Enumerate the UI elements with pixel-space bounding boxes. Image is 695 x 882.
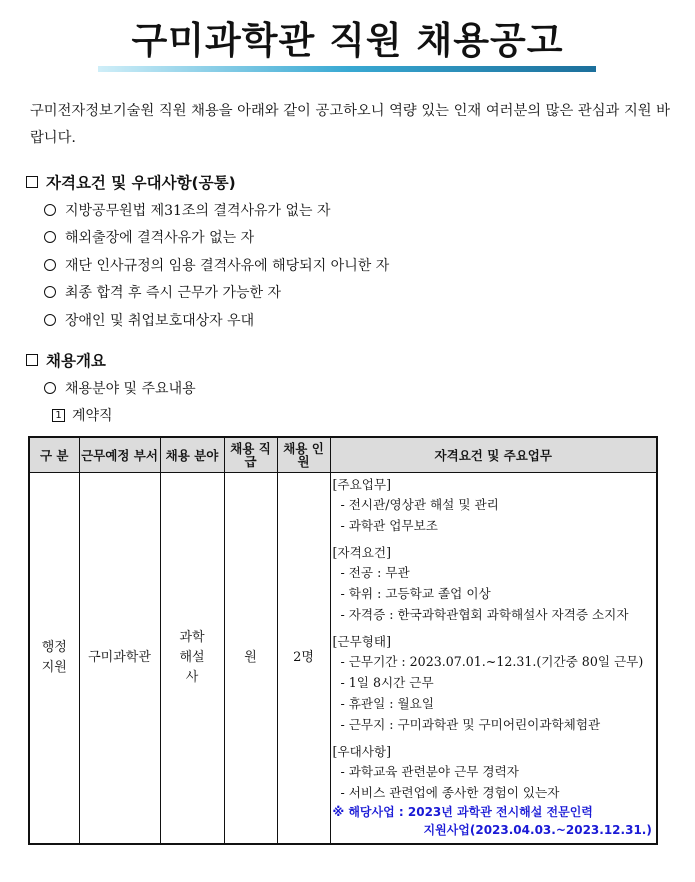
circle-bullet-icon	[44, 231, 56, 243]
req-line: - 전공 : 무관	[340, 565, 410, 580]
list-item-text: 지방공무원법 제31조의 결격사유가 없는 자	[65, 203, 331, 219]
col-header-category: 구 분	[29, 437, 79, 473]
number-box-icon: 1	[52, 409, 65, 422]
table-row	[29, 473, 657, 845]
section-overview-heading	[26, 349, 106, 371]
section-heading-text: 자격요건 및 우대사항(공통)	[46, 174, 236, 192]
pref-line: - 과학교육 관련분야 근무 경력자	[340, 764, 519, 779]
cell-rank: 원	[224, 473, 277, 845]
list-item	[44, 227, 254, 247]
duty-line: - 과학관 업무보조	[340, 518, 438, 533]
intro-text: 구미전자정보기술원 직원 채용을 아래와 같이 공고하오니 역량 있는 인재 여러분의 많은 관심과 지원 바랍니다.	[30, 103, 670, 146]
square-bullet-icon	[26, 354, 38, 366]
cell-category: 행정 지원	[29, 473, 79, 845]
section-heading-text: 채용개요	[46, 352, 106, 370]
circle-bullet-icon	[44, 286, 56, 298]
col-header-field: 채용 분야	[160, 437, 224, 473]
circle-bullet-icon	[44, 382, 56, 394]
list-item	[44, 378, 196, 398]
page-title: 구미과학관 직원 채용공고	[131, 19, 564, 62]
col-header-dept: 근무예정 부서	[79, 437, 160, 473]
pref-heading: [우대사항]	[332, 744, 391, 759]
cell-detail	[330, 473, 657, 845]
work-heading: [근무형태]	[332, 634, 391, 649]
list-item	[44, 255, 389, 275]
col-header-count: 채용 인원	[277, 437, 330, 473]
list-item	[44, 282, 281, 302]
work-line: - 1일 8시간 근무	[340, 675, 434, 690]
list-item	[44, 200, 331, 220]
title-underline	[98, 66, 596, 72]
col-header-rank: 채용 직급	[224, 437, 277, 473]
project-note: ※ 해당사업 : 2023년 과학관 전시해설 전문인력	[332, 805, 593, 819]
square-bullet-icon	[26, 176, 38, 188]
duty-line: - 전시관/영상관 해설 및 관리	[340, 497, 499, 512]
circle-bullet-icon	[44, 259, 56, 271]
list-item-text: 최종 합격 후 즉시 근무가 가능한 자	[65, 285, 282, 301]
recruitment-table	[28, 436, 658, 845]
work-line: - 근무기간 : 2023.07.01.~12.31.(기간중 80일 근무)	[340, 654, 644, 669]
pref-line: - 서비스 관련업에 종사한 경험이 있는자	[340, 785, 560, 800]
circle-bullet-icon	[44, 204, 56, 216]
project-note-period: 지원사업(2023.04.03.~2023.12.31.)	[423, 823, 652, 837]
cell-field: 과학 해설사	[160, 473, 224, 845]
work-line: - 근무지 : 구미과학관 및 구미어린이과학체험관	[340, 717, 601, 732]
list-item-text: 재단 인사규정의 임용 결격사유에 해당되지 아니한 자	[65, 258, 390, 274]
cell-dept: 구미과학관	[79, 473, 160, 845]
table-header-row	[29, 437, 657, 473]
list-item	[44, 310, 254, 330]
list-item-text: 해외출장에 결격사유가 없는 자	[65, 230, 255, 246]
req-heading: [자격요건]	[332, 545, 391, 560]
req-line: - 학위 : 고등학교 졸업 이상	[340, 586, 491, 601]
duty-heading: [주요업무]	[332, 477, 391, 492]
cell-count: 2명	[277, 473, 330, 845]
numbered-item	[52, 405, 113, 425]
list-item-text: 채용분야 및 주요내용	[65, 381, 196, 397]
section-qualifications-heading	[26, 171, 236, 193]
list-item-text: 장애인 및 취업보호대상자 우대	[65, 313, 255, 329]
work-line: - 휴관일 : 월요일	[340, 696, 435, 711]
req-line: - 자격증 : 한국과학관협회 과학해설사 자격증 소지자	[340, 607, 629, 622]
numbered-item-text: 계약직	[72, 408, 113, 424]
circle-bullet-icon	[44, 314, 56, 326]
col-header-detail: 자격요건 및 주요업무	[330, 437, 657, 473]
